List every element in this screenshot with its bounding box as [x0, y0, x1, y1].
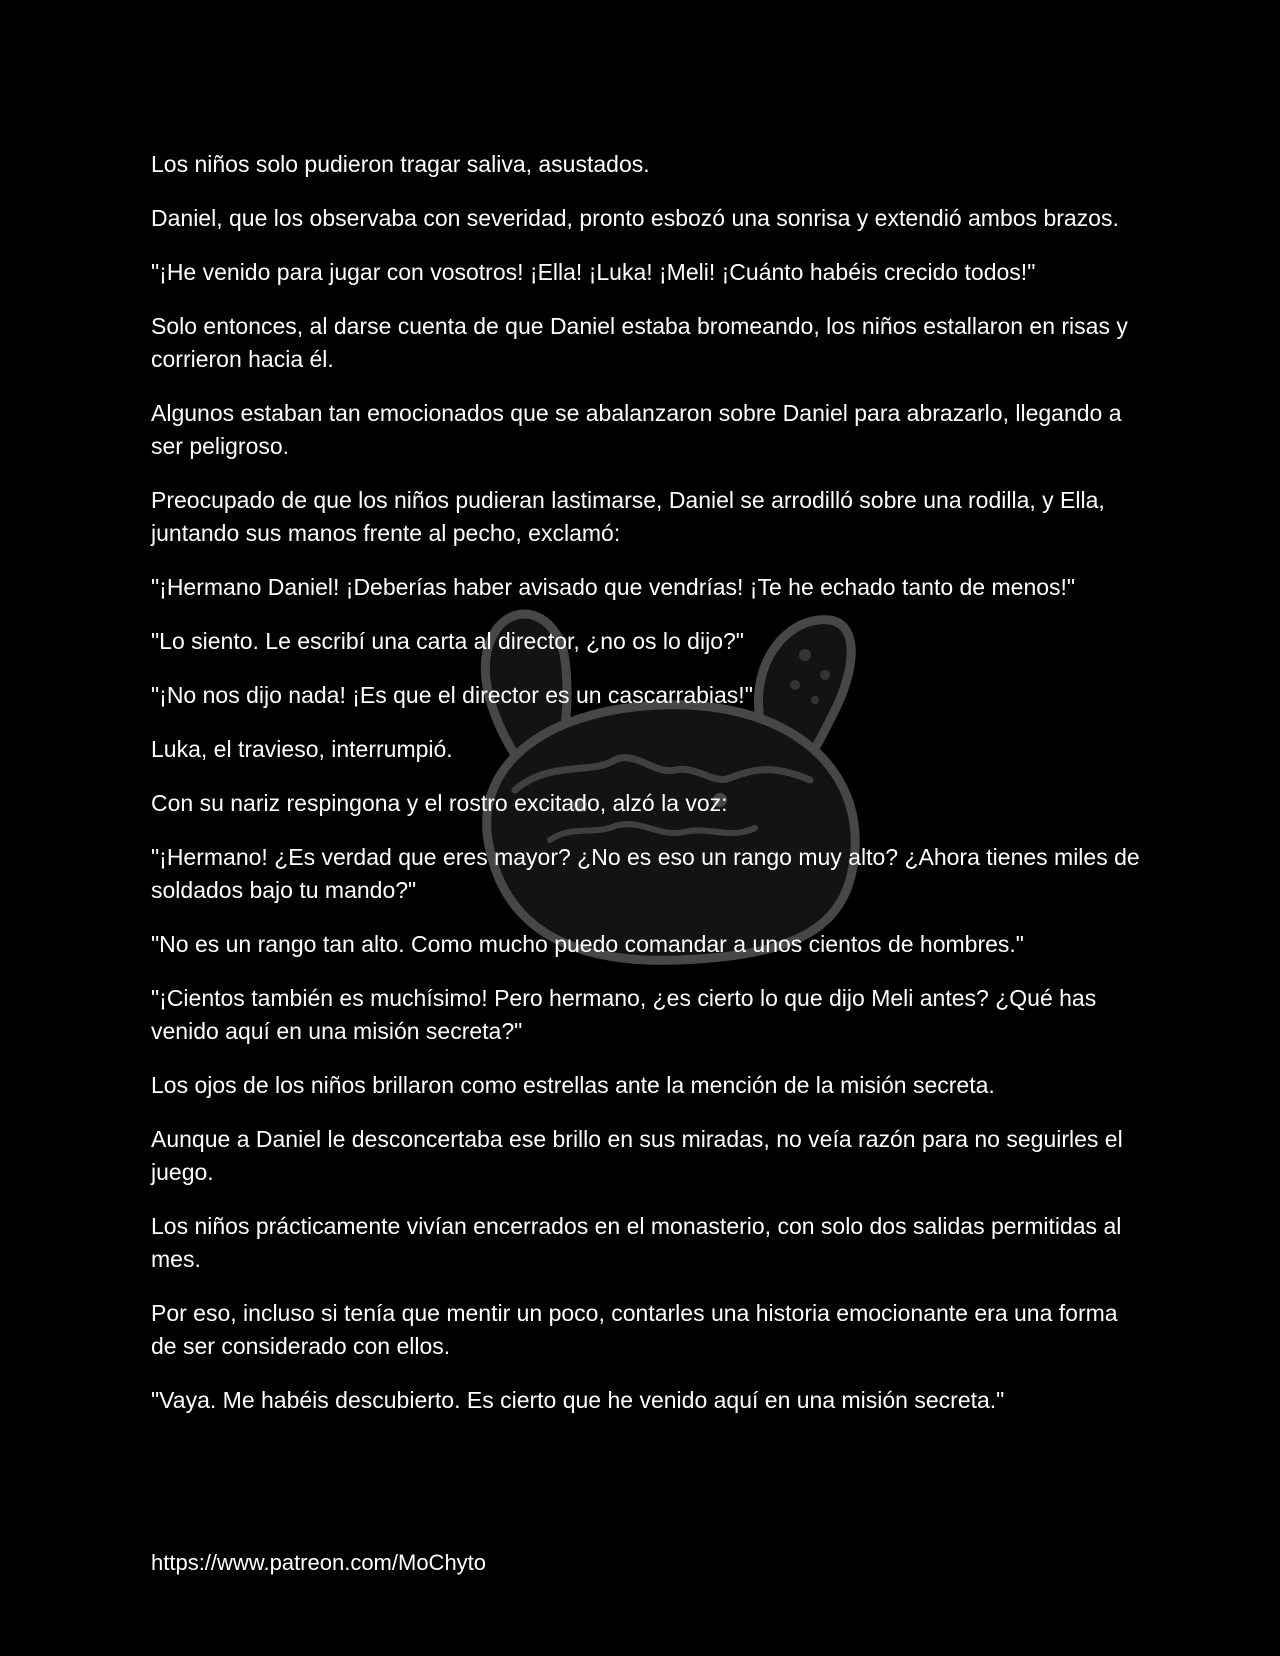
paragraph: Preocupado de que los niños pudieran lastimarse, Daniel se arrodilló sobre una rodilla, y Ella, juntando sus manos frente al pecho, exclamó: [151, 487, 1105, 546]
paragraph: Los niños prácticamente vivían encerrados en el monasterio, con solo dos salidas permitidas al mes. [151, 1213, 1122, 1272]
paragraph: "¡Cientos también es muchísimo! Pero hermano, ¿es cierto lo que dijo Meli antes? ¿Qué has venido aquí en una misión secreta?" [151, 985, 1097, 1044]
paragraph: "¡No nos dijo nada! ¡Es que el director es un cascarrabias!" [151, 682, 753, 708]
story-text [151, 148, 1141, 1438]
paragraph: Luka, el travieso, interrumpió. [151, 736, 453, 762]
paragraph: Daniel, que los observaba con severidad, pronto esbozó una sonrisa y extendió ambos brazos. [151, 205, 1119, 231]
paragraph: Por eso, incluso si tenía que mentir un poco, contarles una historia emocionante era una forma de ser considerado con ellos. [151, 1300, 1118, 1359]
paragraph: "Lo siento. Le escribí una carta al director, ¿no os lo dijo?" [151, 628, 744, 654]
paragraph: Los niños solo pudieron tragar saliva, asustados. [151, 151, 650, 177]
paragraph: Algunos estaban tan emocionados que se abalanzaron sobre Daniel para abrazarlo, llegando a ser peligroso. [151, 400, 1122, 459]
paragraph: "¡He venido para jugar con vosotros! ¡Ella! ¡Luka! ¡Meli! ¡Cuánto habéis crecido todos!" [151, 259, 1036, 285]
paragraph: "Vaya. Me habéis descubierto. Es cierto que he venido aquí en una misión secreta." [151, 1387, 1005, 1413]
paragraph: Aunque a Daniel le desconcertaba ese brillo en sus miradas, no veía razón para no seguirles el juego. [151, 1126, 1123, 1185]
paragraph: Los ojos de los niños brillaron como estrellas ante la mención de la misión secreta. [151, 1072, 995, 1098]
patreon-link[interactable]: https://www.patreon.com/MoChyto [151, 1550, 487, 1575]
paragraph: "¡Hermano Daniel! ¡Deberías haber avisado que vendrías! ¡Te he echado tanto de menos!" [151, 574, 1076, 600]
paragraph: "¡Hermano! ¿Es verdad que eres mayor? ¿No es eso un rango muy alto? ¿Ahora tienes miles de soldados bajo tu mando?" [151, 844, 1140, 903]
paragraph: Solo entonces, al darse cuenta de que Daniel estaba bromeando, los niños estallaron en risas y corrieron hacia él. [151, 313, 1128, 372]
paragraph: Con su nariz respingona y el rostro excitado, alzó la voz: [151, 790, 728, 816]
paragraph: "No es un rango tan alto. Como mucho puedo comandar a unos cientos de hombres." [151, 931, 1024, 957]
